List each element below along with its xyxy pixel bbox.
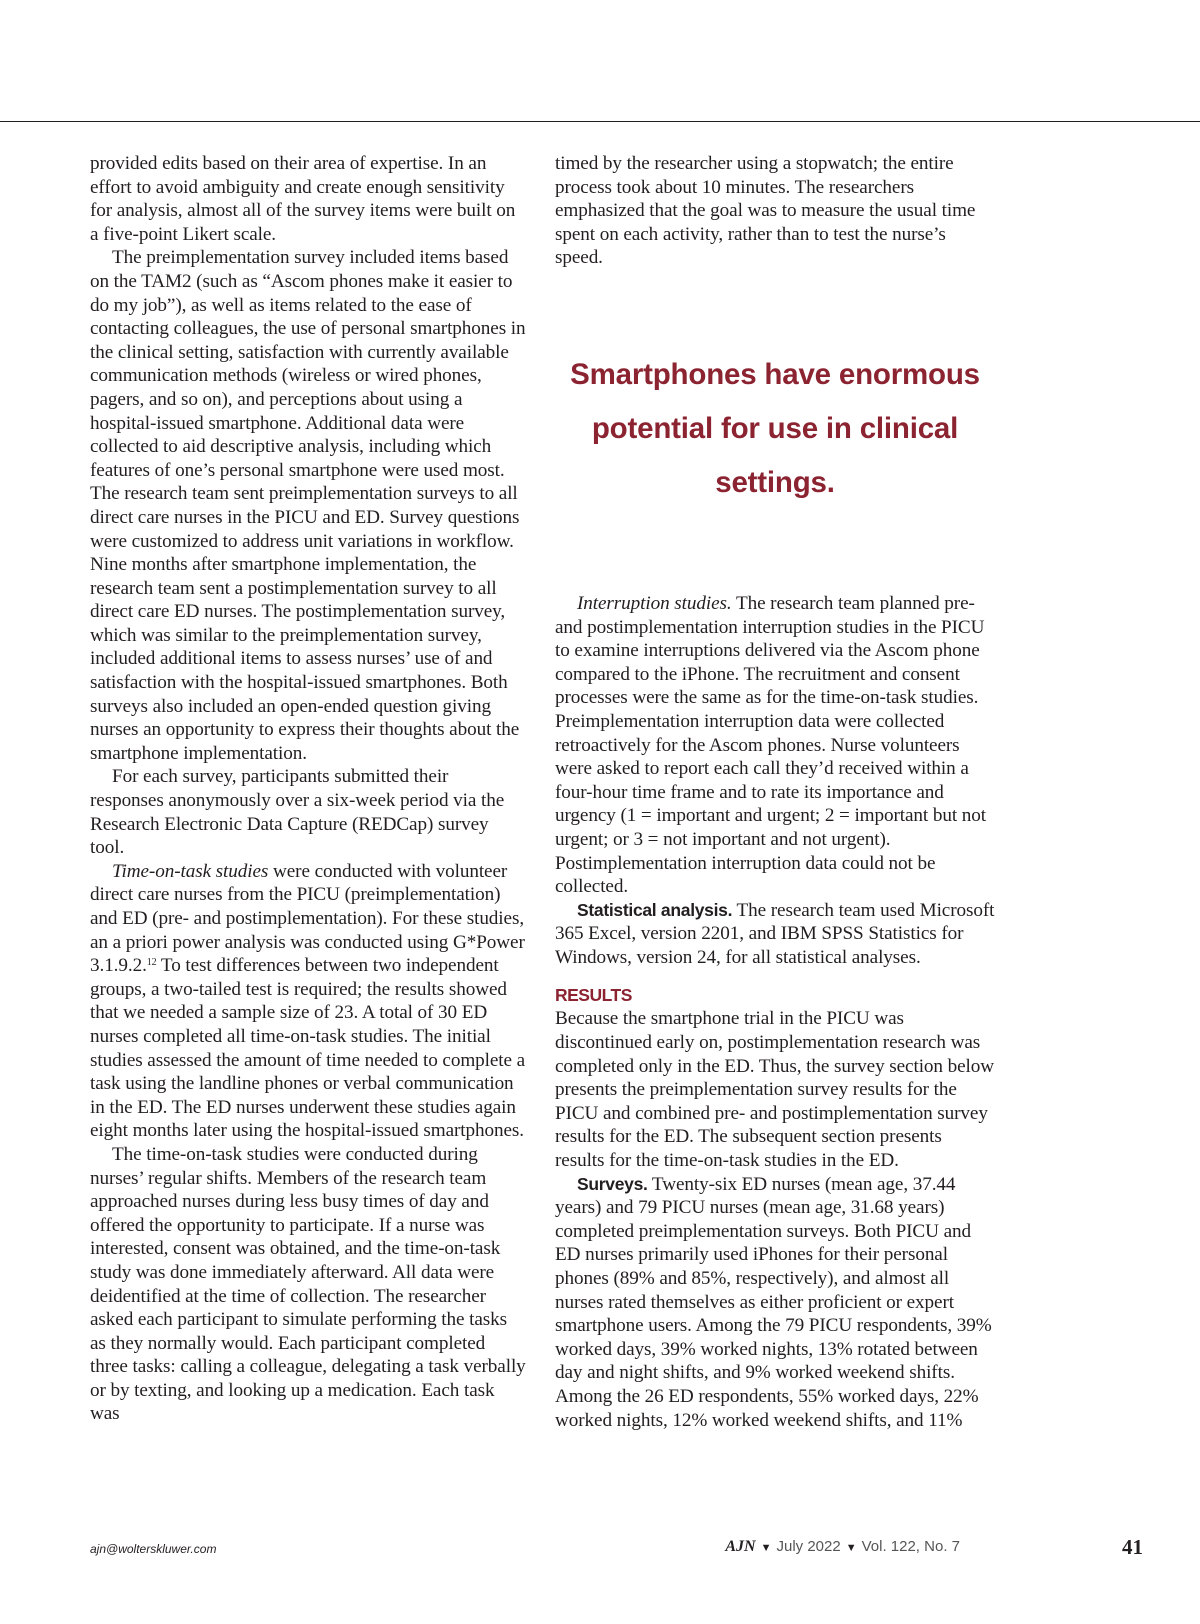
paragraph [555, 1173, 995, 1433]
paragraph-text: were conducted with volunteer direct care nurses from the PICU (preimplementation) and ED (pre- and postimplementation). For these studies, an a priori power analysis was conducted using G*Power 3.1.9.2. [90, 860, 525, 977]
paragraph [555, 592, 995, 899]
paragraph-text: The research team used Microsoft 365 Excel, version 2201, and IBM SPSS Statistics for Windows, version 24, for all statistical analyses. [555, 899, 995, 968]
right-column [555, 152, 995, 1432]
triangle-separator-icon: ▼ [845, 1542, 857, 1554]
reference-superscript: 12 [146, 957, 157, 969]
header-rule [0, 121, 1200, 122]
volume-issue: Vol. 122, No. 7 [861, 1538, 960, 1555]
pull-quote: Smartphones have enormous potential for use in clinical settings. [570, 357, 980, 499]
footer-email: ajn@wolterskluwer.com [90, 1542, 217, 1556]
paragraph: The time-on-task studies were conducted during nurses’ regular shifts. Members of the research team approached nurses during less busy times of day and offered the opportunity to participate. If a nurse was interested, consent was obtained, and the time-on-task study was done immediately afterward. All data were deidentified at the time of collection. The researcher asked each participant to simulate performing the tasks as they normally would. Each participant completed three tasks: calling a colleague, delegating a task verbally or by texting, and looking up a medication. Each task was [90, 1143, 526, 1425]
paragraph: provided edits based on their area of expertise. In an effort to avoid ambiguity and create enough sensitivity for analysis, almost all of the survey items were built on a five-point Likert scale. [90, 153, 516, 245]
left-column [90, 152, 526, 1426]
page-footer [0, 1536, 1200, 1566]
paragraph [555, 899, 995, 970]
run-in-heading: Statistical analysis. [577, 899, 733, 920]
run-in-heading: Surveys. [577, 1173, 648, 1194]
page-number: 41 [1122, 1535, 1143, 1559]
paragraph-text: Twenty-six ED nurses (mean age, 37.44 years) and 79 PICU nurses (mean age, 31.68 years) completed preimplementation surveys. Both PICU and ED nurses primarily used iPhones for their personal phones (89% and 85%, respectively), and almost all nurses rated themselves as either proficient or expert smartphone users. Among the 79 PICU respondents, 39% worked days, 39% worked nights, 13% rotated between day and night shifts, and 9% worked weekend shifts. Among the 26 ED respondents, 55% worked days, 22% worked nights, 12% worked weekend shifts, and 11% [555, 1173, 992, 1431]
triangle-separator-icon: ▼ [760, 1542, 772, 1554]
run-in-heading: Interruption studies. [577, 592, 732, 614]
run-in-heading: Time-on-task studies [112, 860, 269, 882]
paragraph: The preimplementation survey included items based on the TAM2 (such as “Ascom phones make it easier to do my job”), as well as items related to the ease of contacting colleagues, the use of personal smartphones in the clinical setting, satisfaction with currently available communication methods (wireless or wired phones, pagers, and so on), and perceptions about using a hospital-issued smartphone. Additional data were collected to aid descriptive analysis, including which features of one’s personal smartphone were used most. The research team sent preimplementation surveys to all direct care nurses in the PICU and ED. Survey questions were customized to address unit variations in workflow. Nine months after smartphone implementation, the research team sent a postimplementation survey to all direct care ED nurses. The postimplementation survey, which was similar to the preimplementation survey, included additional items to assess nurses’ use of and satisfaction with the hospital-issued smartphones. Both surveys also included an open-ended question giving nurses an opportunity to express their thoughts about the smartphone implementation. [90, 247, 526, 764]
footer-citation [725, 1538, 960, 1556]
paragraph: Because the smartphone trial in the PICU was discontinued early on, postimplementation research was completed only in the ED. Thus, the survey section below presents the preimplementation survey results for the PICU and combined pre- and postimplementation survey results for the ED. The subsequent section presents results for the time-on-task studies in the ED. [555, 1008, 995, 1172]
paragraph-text: The research team planned pre- and postimplementation interruption studies in the PICU to examine interruptions delivered via the Ascom phone compared to the iPhone. The recruitment and consent processes were the same as for the time-on-task studies. Preimplementation interruption data were collected retroactively for the Ascom phones. Nurse volunteers were asked to report each call they’d received within a four-hour time frame and to rate its importance and urgency (1 = important and urgent; 2 = important but not urgent; or 3 = not important and not urgent). Postimplementation interruption data could not be collected. [555, 592, 986, 898]
journal-name: AJN [725, 1538, 756, 1555]
issue-date: July 2022 [776, 1538, 841, 1555]
paragraph-text: To test differences between two independent groups, a two-tailed test is required; the results showed that we needed a sample size of 23. A total of 30 ED nurses completed all time-on-task studies. The initial studies assessed the amount of time needed to complete a task using the landline phones or verbal communication in the ED. The ED nurses underwent these studies again eight months later using the hospital-issued smartphones. [90, 955, 526, 1142]
paragraph: For each survey, participants submitted their responses anonymously over a six-week period via the Research Electronic Data Capture (REDCap) survey tool. [90, 766, 505, 859]
paragraph [90, 860, 526, 1143]
section-heading: RESULTS [555, 985, 632, 1006]
paragraph: timed by the researcher using a stopwatch; the entire process took about 10 minutes. The researchers emphasized that the goal was to measure the usual time spent on each activity, rather than to test the nurse’s speed. [555, 153, 976, 269]
